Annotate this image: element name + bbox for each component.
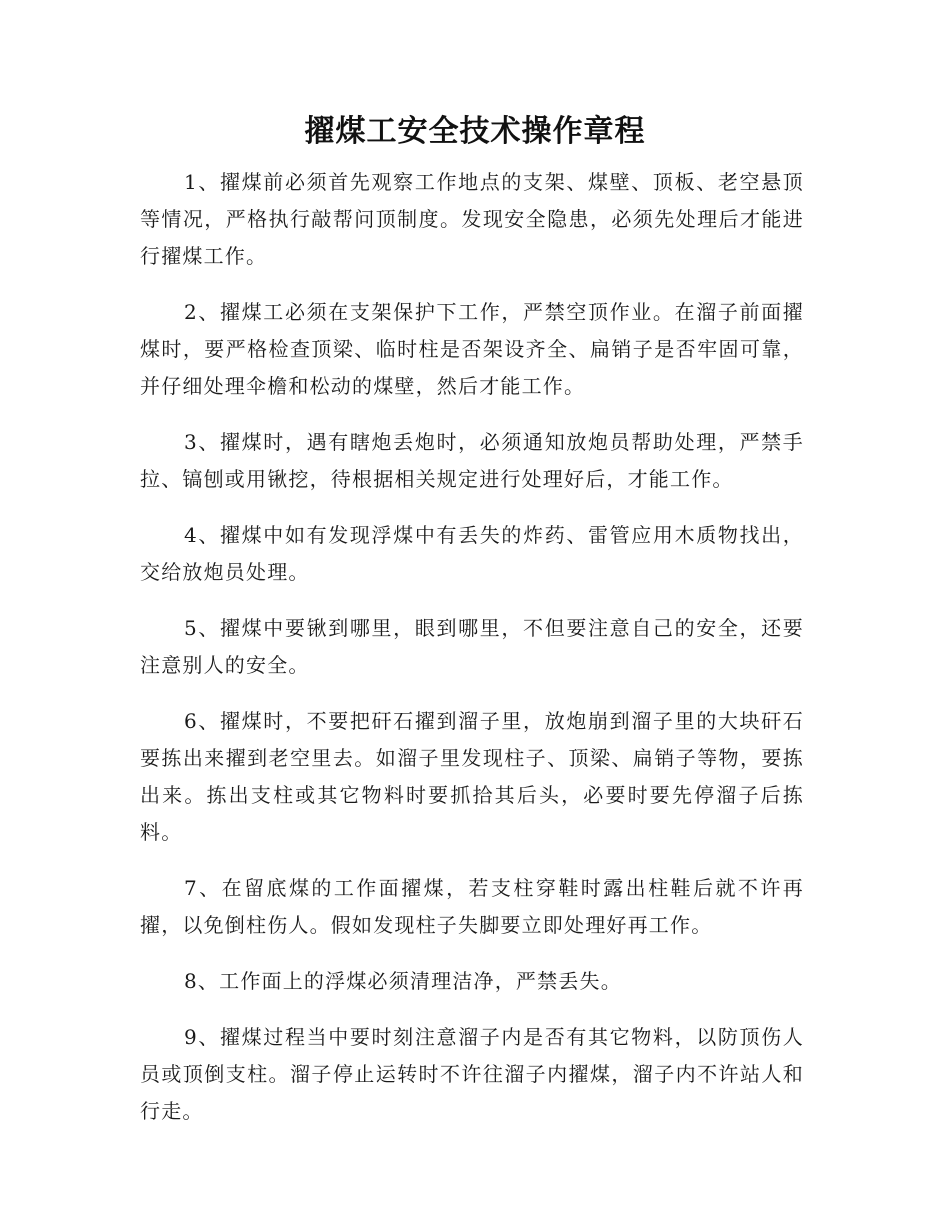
paragraph-5: 5、擢煤中要锹到哪里，眼到哪里，不但要注意自己的安全，还要注意别人的安全。	[140, 616, 804, 677]
paragraph-8: 8、工作面上的浮煤必须清理洁净，严禁丢失。	[184, 969, 622, 993]
paragraph-7: 7、在留底煤的工作面擢煤，若支柱穿鞋时露出柱鞋后就不许再擢，以免倒柱伤人。假如发现柱子失脚要立即处理好再工作。	[140, 876, 804, 937]
document-body	[140, 164, 804, 1149]
paragraph-9: 9、擢煤过程当中要时刻注意溜子内是否有其它物料，以防顶伤人员或顶倒支柱。溜子停止运转时不许往溜子内擢煤，溜子内不许站人和行走。	[140, 1025, 804, 1123]
paragraph-6: 6、擢煤时，不要把矸石擢到溜子里，放炮崩到溜子里的大块矸石要拣出来擢到老空里去。如溜子里发现柱子、顶梁、扁销子等物，要拣出来。拣出支柱或其它物料时要抓拾其后头，必要时要先停溜子后拣料。	[140, 709, 804, 844]
paragraph-4: 4、擢煤中如有发现浮煤中有丢失的炸药、雷管应用木质物找出，交给放炮员处理。	[140, 523, 804, 584]
paragraph-3: 3、擢煤时，遇有瞎炮丢炮时，必须通知放炮员帮助处理，严禁手拉、镐刨或用锹挖，待根据相关规定进行处理好后，才能工作。	[140, 430, 804, 491]
paragraph-2: 2、擢煤工必须在支架保护下工作，严禁空顶作业。在溜子前面擢煤时，要严格检查顶梁、临时柱是否架设齐全、扁销子是否牢固可靠，并仔细处理伞檐和松动的煤壁，然后才能工作。	[140, 300, 804, 398]
document-title: 擢煤工安全技术操作章程	[304, 114, 646, 149]
paragraph-1: 1、擢煤前必须首先观察工作地点的支架、煤壁、顶板、老空悬顶等情况，严格执行敲帮问顶制度。发现安全隐患，必须先处理后才能进行擢煤工作。	[140, 170, 804, 268]
